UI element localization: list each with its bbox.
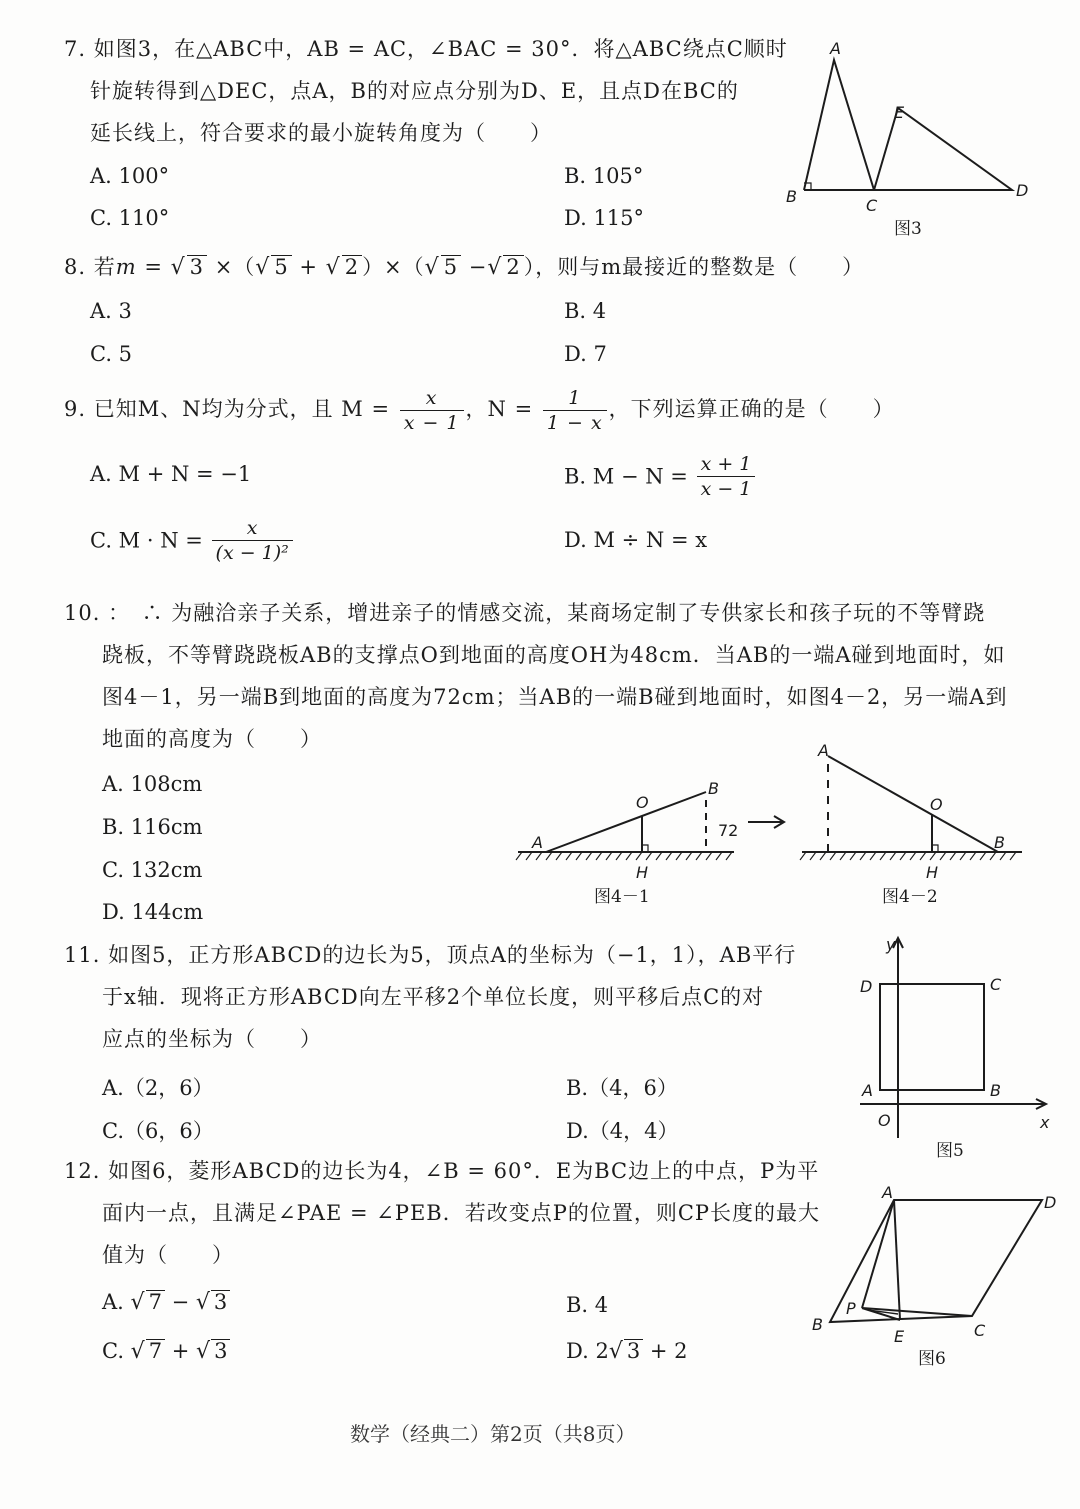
q11-label-y: y bbox=[886, 935, 896, 954]
q10-line1: 10. ： ∴ 为融洽亲子关系，增进亲子的情感交流，某商场定制了专供家长和孩子玩的不等臂跷 bbox=[64, 601, 986, 625]
q9-stem bbox=[64, 384, 895, 435]
q11-fig-caption: 图5 bbox=[936, 1141, 964, 1161]
q10-label-o2: O bbox=[930, 795, 943, 814]
q10-line2: 跷板，不等臂跷跷板AB的支撑点O到地面的高度OH为48cm．当AB的一端A碰到地面时，如 bbox=[102, 643, 1006, 667]
q11-option-b[interactable]: B.（4，6） bbox=[566, 1076, 678, 1100]
q7-fig-caption: 图3 bbox=[894, 219, 922, 239]
q10-fig1-caption: 图4－1 bbox=[594, 887, 650, 907]
q12-line1: 12. 如图6，菱形ABCD的边长为4，∠B = 60°．E为BC边上的中点，P为平 bbox=[64, 1159, 820, 1183]
q7-label-e: E bbox=[894, 103, 905, 122]
q11-label-a: A bbox=[862, 1081, 873, 1100]
q11-stem bbox=[64, 934, 796, 1060]
q8-eq: = bbox=[144, 255, 171, 279]
q7-label-d: D bbox=[1016, 181, 1029, 200]
q8-option-b[interactable]: B. 4 bbox=[564, 299, 607, 323]
q8-m: m bbox=[115, 255, 137, 279]
q12-stem bbox=[64, 1150, 820, 1276]
q8-plus: + bbox=[291, 255, 326, 279]
q12-fig-caption: 图6 bbox=[918, 1349, 946, 1369]
q10-option-b[interactable]: B. 116cm bbox=[102, 815, 203, 839]
q10-option-d[interactable]: D. 144cm bbox=[102, 900, 204, 924]
q10-label-b1: B bbox=[708, 779, 719, 798]
q7-option-d[interactable]: D. 115° bbox=[564, 206, 645, 230]
q7-label-b: B bbox=[786, 187, 797, 206]
q8-minus: − bbox=[461, 255, 488, 279]
q8-times2: ）×（ bbox=[362, 255, 425, 279]
q9-option-d[interactable]: D. M ÷ N = x bbox=[564, 528, 708, 552]
q10-label-o1: O bbox=[636, 793, 649, 812]
q11-option-a[interactable]: A.（2，6） bbox=[102, 1076, 214, 1100]
q9-option-b[interactable]: B. M − N = $\frac{x + 1}{x - 1}$ bbox=[564, 452, 757, 501]
q10-label-a2: A bbox=[818, 741, 829, 760]
q11-figure bbox=[850, 932, 1060, 1142]
q7-line1: 7. 如图3，在△ABC中，AB = AC，∠BAC = 30°．将△ABC绕点C顺时 bbox=[64, 37, 788, 61]
q12-label-p: P bbox=[846, 1299, 856, 1318]
q10-label-72: 72 bbox=[718, 821, 739, 840]
q10-label-a1: A bbox=[532, 833, 543, 852]
q10-option-a[interactable]: A. 108cm bbox=[102, 772, 203, 796]
q10-label-b2: B bbox=[994, 833, 1005, 852]
q8-suffix: ），则与m最接近的整数是（ ） bbox=[523, 255, 865, 279]
q12-label-a: A bbox=[882, 1183, 893, 1202]
q10-label-h1: H bbox=[636, 863, 649, 882]
q7-line2: 针旋转得到△DEC，点A，B的对应点分别为D、E，且点D在BC的 bbox=[90, 79, 739, 103]
q7-option-b[interactable]: B. 105° bbox=[564, 164, 644, 188]
q11-line2: 于x轴．现将正方形ABCD向左平移2个单位长度，则平移后点C的对 bbox=[102, 985, 765, 1009]
q12-label-c: C bbox=[974, 1321, 986, 1340]
q10-label-h2: H bbox=[926, 863, 939, 882]
q8-sqrt3: 3 bbox=[187, 255, 207, 278]
q11-label-x: x bbox=[1040, 1113, 1050, 1132]
q8-option-c[interactable]: C. 5 bbox=[90, 342, 133, 366]
q8-sqrt2: 2 bbox=[342, 255, 362, 278]
q12-label-b: B bbox=[812, 1315, 823, 1334]
q12-figure bbox=[806, 1180, 1070, 1370]
q10-option-c[interactable]: C. 132cm bbox=[102, 858, 203, 882]
q11-option-c[interactable]: C.（6，6） bbox=[102, 1119, 214, 1143]
q12-line2: 面内一点，且满足∠PAE = ∠PEB．若改变点P的位置，则CP长度的最大 bbox=[102, 1201, 821, 1225]
q8-times1: ×（ bbox=[207, 255, 256, 279]
q11-label-o: O bbox=[878, 1111, 891, 1130]
q10-line4: 地面的高度为（ ） bbox=[102, 727, 322, 751]
q11-label-b: B bbox=[990, 1081, 1001, 1100]
q12-option-d[interactable]: D. 2√ 3 + 2 bbox=[566, 1339, 688, 1364]
q9-prefix: 9. 已知M、N均为分式，且 M = bbox=[64, 397, 398, 421]
q8-sqrt2b: 2 bbox=[503, 255, 523, 278]
q8-sqrt5b: 5 bbox=[441, 255, 461, 278]
q8-prefix: 8. 若 bbox=[64, 255, 116, 279]
q7-line3: 延长线上，符合要求的最小旋转角度为（ ） bbox=[90, 121, 552, 145]
q9-m-fraction: $\frac{x}{x - 1}$ bbox=[400, 386, 464, 435]
q7-figure bbox=[780, 30, 1050, 240]
q9-suffix: ，下列运算正确的是（ ） bbox=[608, 397, 895, 421]
q11-line3: 应点的坐标为（ ） bbox=[102, 1027, 322, 1051]
q12-option-c[interactable]: C. √ 7 + √ 3 bbox=[102, 1339, 230, 1364]
q12-label-e: E bbox=[894, 1327, 905, 1346]
q11-label-d: D bbox=[860, 977, 873, 996]
q9-n-fraction: $\frac{1}{1 - x}$ bbox=[543, 386, 607, 435]
q10-line3: 图4－1，另一端B到地面的高度为72cm；当AB的一端B碰到地面时，如图4－2，另一端A到 bbox=[102, 685, 1008, 709]
q10-stem bbox=[64, 592, 1007, 760]
q7-label-a: A bbox=[830, 39, 841, 58]
q8-option-a[interactable]: A. 3 bbox=[90, 299, 132, 323]
q12-option-b[interactable]: B. 4 bbox=[566, 1293, 609, 1317]
q12-option-a[interactable]: A. √ 7 − √ 3 bbox=[102, 1290, 230, 1315]
q10-fig2-caption: 图4－2 bbox=[882, 887, 938, 907]
page-footer: 数学（经典二）第2页（共8页） bbox=[350, 1422, 636, 1446]
q8-sqrt5: 5 bbox=[271, 255, 291, 278]
q8-stem: 8. 若m = √ 3 ×（√ 5 + √ 2 ）×（√ 5 −√ 2 ），则与m最接近的整数是（ ） bbox=[64, 255, 865, 280]
q9-mid: ，N = bbox=[465, 397, 541, 421]
q7-stem bbox=[64, 28, 788, 154]
q9-option-a[interactable]: A. M + N = −1 bbox=[90, 462, 252, 486]
q8-option-d[interactable]: D. 7 bbox=[564, 342, 607, 366]
q11-label-c: C bbox=[990, 975, 1002, 994]
q11-option-d[interactable]: D.（4，4） bbox=[566, 1119, 679, 1143]
q10-figure bbox=[512, 740, 1032, 890]
q11-line1: 11. 如图5，正方形ABCD的边长为5，顶点A的坐标为（−1，1），AB平行 bbox=[64, 943, 797, 967]
q12-line3: 值为（ ） bbox=[102, 1243, 234, 1267]
q7-option-c[interactable]: C. 110° bbox=[90, 206, 170, 230]
q7-label-c: C bbox=[866, 196, 878, 215]
q12-label-d: D bbox=[1044, 1193, 1057, 1212]
q9-option-c[interactable]: C. M · N = $\frac{x}{\text{(x − 1)²}}$ bbox=[90, 516, 295, 565]
q7-option-a[interactable]: A. 100° bbox=[90, 164, 170, 188]
